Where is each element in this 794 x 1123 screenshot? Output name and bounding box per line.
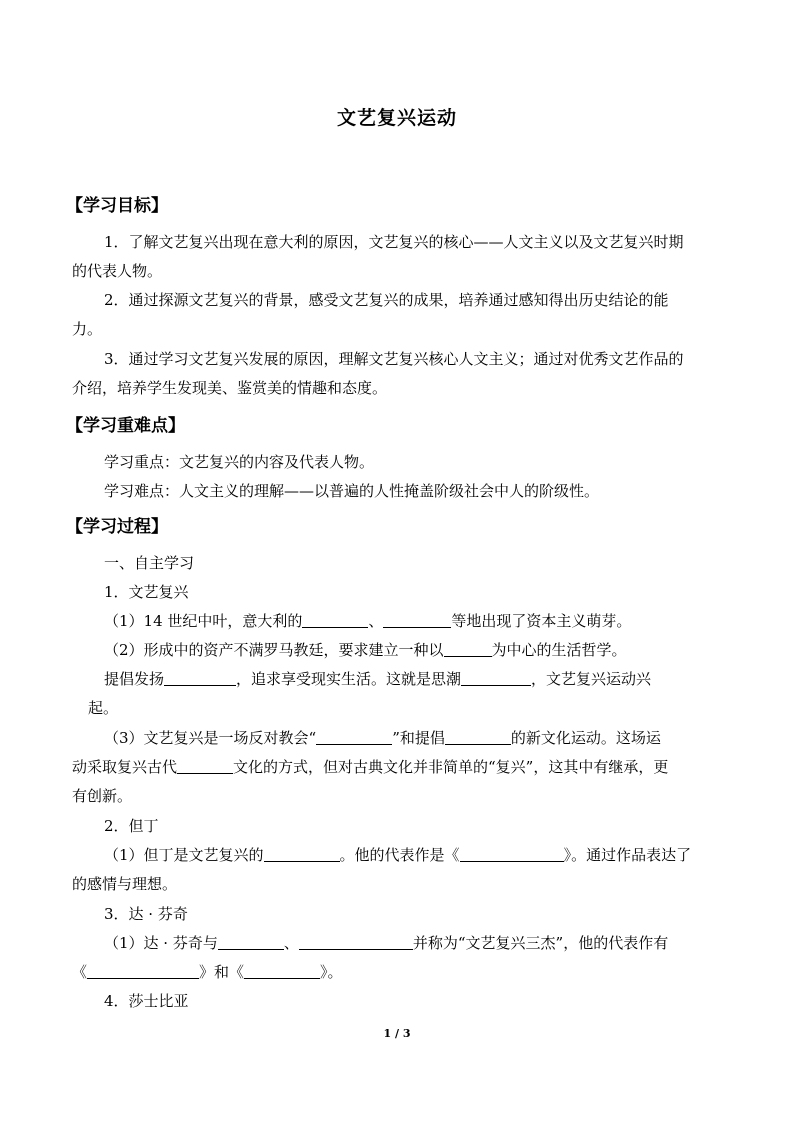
objective-1-line-1: 1．了解文艺复兴出现在意大利的原因，文艺复兴的核心——人文主义以及文艺复兴时期 [104,233,684,251]
answer-blank[interactable] [383,612,451,628]
process-heading: 【学习过程】 [66,517,168,537]
answer-blank[interactable] [244,963,320,979]
question-2-1-end: 的感情与理想。 [72,875,178,893]
subsection-dante: 2．但丁 [104,817,159,835]
objective-3-line-2: 介绍，培养学生发现美、鉴赏美的情趣和态度。 [72,379,388,397]
question-1-3-cont: 动采取复兴古代 文化的方式，但对古典文化并非简单的“复兴”，这其中有继承，更 [72,758,669,776]
answer-blank[interactable] [264,846,340,862]
objective-2-line-2: 力。 [72,320,103,338]
key-points-heading: 【学习重难点】 [66,416,185,436]
question-1-3-end: 有创新。 [72,787,133,805]
answer-blank[interactable] [299,934,413,950]
objective-2-line-1: 2．通过探源文艺复兴的背景，感受文艺复兴的成果，培养通过感知得出历史结论的能 [104,291,669,309]
subsection-renaissance: 1．文艺复兴 [104,583,189,601]
objective-1-line-2: 的代表人物。 [72,262,163,280]
key-difficulty: 学习难点：人文主义的理解——以普遍的人性掩盖阶级社会中人的阶级性。 [104,482,600,500]
objective-3-line-1: 3．通过学习文艺复兴发展的原因，理解文艺复兴核心人文主义；通过对优秀文艺作品的 [104,350,684,368]
subsection-da-vinci: 3．达 · 芬奇 [104,905,188,923]
answer-blank[interactable] [461,670,531,686]
key-focus: 学习重点：文艺复兴的内容及代表人物。 [104,453,375,471]
question-1-2-cont: 提倡发扬 ，追求享受现实生活。这就是思潮 ，文艺复兴运动兴 [104,670,652,688]
question-1-3: （3）文艺复兴是一场反对教会“ ”和提倡 的新文化运动。这场运 [104,729,661,747]
page-number: 1 / 3 [383,1027,411,1040]
answer-blank[interactable] [164,670,236,686]
answer-blank[interactable] [177,758,233,774]
question-3-1: （1）达 · 芬奇与 、 并称为“文艺复兴三杰”，他的代表作有 [104,934,669,952]
answer-blank[interactable] [445,729,511,745]
answer-blank[interactable] [444,641,492,657]
question-3-1-cont: 《 》和《 》。 [72,963,343,981]
page-title: 文艺复兴运动 [336,107,457,129]
objectives-heading: 【学习目标】 [66,196,168,216]
answer-blank[interactable] [316,729,392,745]
part-self-study: 一、自主学习 [104,554,195,572]
answer-blank[interactable] [460,846,564,862]
answer-blank[interactable] [218,934,284,950]
question-1-2-end: 起。 [88,699,119,717]
question-1-1: （1）14 世纪中叶，意大利的 、 等地出现了资本主义萌芽。 [104,612,632,630]
question-1-2: （2）形成中的资产不满罗马教廷，要求建立一种以 为中心的生活哲学。 [104,641,627,659]
question-2-1: （1）但丁是文艺复兴的 。他的代表作是《 》。通过作品表达了 [104,846,692,864]
answer-blank[interactable] [302,612,368,628]
answer-blank[interactable] [87,963,199,979]
subsection-shakespeare: 4．莎士比亚 [104,992,189,1010]
